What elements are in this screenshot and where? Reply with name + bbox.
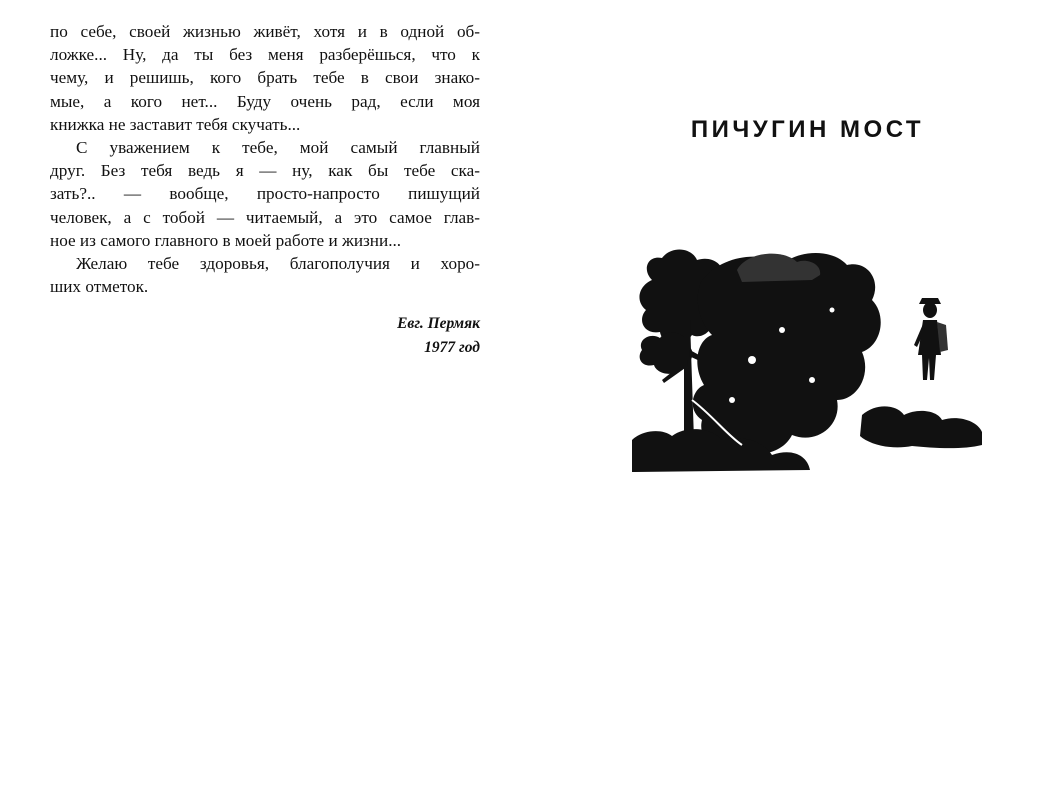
ink-speck xyxy=(779,327,785,333)
text-line: С уважением к тебе, мой самый главный xyxy=(76,138,480,158)
text-line: ное из самого главного в моей работе и жизни... xyxy=(50,230,402,250)
text-line: зать?.. — вообще, просто-напросто пишущий xyxy=(50,184,480,204)
text-line: ложке... Ну, да ты без меня разберёшься, что к xyxy=(50,45,480,65)
text-line: ших отметок. xyxy=(50,277,149,297)
book-title: ПИЧУГИН МОСТ xyxy=(690,116,925,143)
ink-speck xyxy=(809,377,815,383)
ink-speck xyxy=(748,356,756,364)
ink-speck xyxy=(830,308,835,313)
paragraph-2 xyxy=(50,136,480,252)
text-line: книжка не заставит тебя скучать... xyxy=(50,114,301,134)
figure-head xyxy=(923,302,937,318)
text-line: чему, и решишь, кого брать тебе в свои знако- xyxy=(50,68,480,88)
text-line: человек, а с тобой — читаемый, а это самое глав- xyxy=(50,207,480,227)
text-line: друг. Без тебя ведь я — ну, как бы тебе ска- xyxy=(50,161,480,181)
ground-bushes xyxy=(860,406,982,448)
figure-hat xyxy=(919,298,941,304)
left-page xyxy=(50,20,480,360)
text-line: Желаю тебе здоровья, благополучия и хоро- xyxy=(76,254,480,274)
paragraph-1 xyxy=(50,20,480,136)
paragraph-3 xyxy=(50,252,480,298)
signature xyxy=(50,312,480,360)
signature-name: Евг. Пермяк xyxy=(397,315,480,333)
ink-speck xyxy=(729,397,735,403)
signature-year: 1977 год xyxy=(424,339,480,357)
rock-mass xyxy=(693,253,881,454)
text-line: мые, а кого нет... Буду очень рад, если моя xyxy=(50,91,480,111)
illustration-shapes xyxy=(632,250,982,472)
text-line: по себе, своей жизнью живёт, хотя и в одной об- xyxy=(50,22,480,41)
ink-illustration xyxy=(632,240,984,485)
